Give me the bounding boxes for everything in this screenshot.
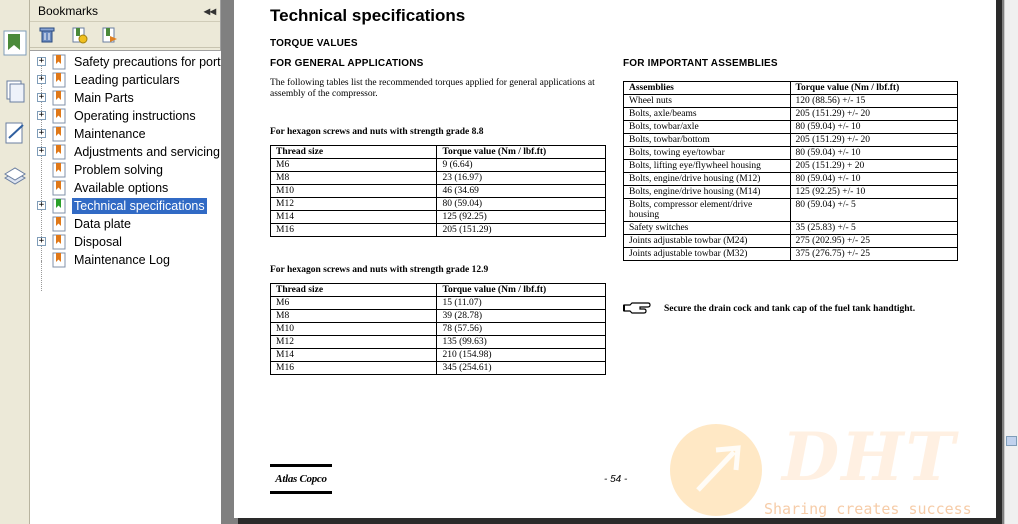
- page-title: Technical specifications: [270, 6, 466, 25]
- table-row: [624, 222, 958, 235]
- label-cell: M8: [271, 310, 437, 323]
- label-cell: Safety switches: [624, 222, 791, 235]
- label-cell: Bolts, towbar/axle: [624, 121, 791, 134]
- watermark-arrow-icon: [690, 438, 750, 498]
- table-row: [271, 349, 606, 362]
- page-number: - 54 -: [604, 474, 628, 485]
- bookmark-icon: [52, 198, 66, 214]
- table-row: [271, 211, 606, 224]
- intro-text: The following tables list the recommended torques applied for general applications at assembly of the compressor.: [270, 78, 595, 99]
- table-row: [271, 336, 606, 349]
- torque-cell: 80 (59.04) +/- 10: [790, 147, 957, 160]
- table-row: [271, 362, 606, 375]
- label-cell: M14: [271, 349, 437, 362]
- expand-icon[interactable]: +: [38, 200, 45, 210]
- torque-cell: 375 (276.75) +/- 25: [790, 248, 957, 261]
- pointing-hand-icon: [622, 300, 652, 316]
- table-row: [624, 160, 958, 173]
- bookmark-item[interactable]: [30, 197, 221, 215]
- bookmark-label: Available options: [74, 181, 169, 195]
- torque-cell: 35 (25.83) +/- 5: [790, 222, 957, 235]
- bookmarks-toolbar: [30, 22, 220, 48]
- signatures-icon[interactable]: [3, 120, 27, 146]
- new-bookmark-icon[interactable]: [70, 26, 88, 44]
- torque-cell: 78 (57.56): [437, 323, 606, 336]
- bookmark-label: Leading particulars: [74, 73, 180, 87]
- label-cell: Bolts, towbar/bottom: [624, 134, 791, 147]
- bookmarks-tab-icon[interactable]: [3, 30, 27, 56]
- bookmark-icon: [52, 216, 66, 232]
- table-row: [624, 199, 958, 222]
- grade88-caption: For hexagon screws and nuts with strength grade 8.8: [270, 127, 484, 137]
- atlas-copco-logo: Atlas Copco: [270, 464, 332, 494]
- torque-heading: TORQUE VALUES: [270, 38, 358, 49]
- bookmark-icon: [52, 180, 66, 196]
- note-text: Secure the drain cock and tank cap of the fuel tank handtight.: [664, 304, 916, 314]
- bookmark-item[interactable]: [30, 179, 221, 197]
- bookmark-label: Data plate: [74, 217, 131, 231]
- label-cell: M16: [271, 224, 437, 237]
- label-cell: Joints adjustable towbar (M32): [624, 248, 791, 261]
- table-row: [271, 224, 606, 237]
- bookmark-item[interactable]: [30, 89, 221, 107]
- torque-cell: 210 (154.98): [437, 349, 606, 362]
- table-row: [624, 186, 958, 199]
- label-cell: Bolts, axle/beams: [624, 108, 791, 121]
- label-cell: M10: [271, 185, 437, 198]
- table-row: [624, 147, 958, 160]
- bookmark-item[interactable]: [30, 125, 221, 143]
- pages-icon[interactable]: [3, 78, 27, 104]
- bookmarks-panel: [30, 0, 221, 524]
- torque-value-header: Torque value (Nm / lbf.ft): [790, 82, 957, 95]
- bookmarks-tree: [30, 50, 221, 524]
- bookmark-label: Adjustments and servicing: [74, 145, 220, 159]
- bookmark-label: Problem solving: [74, 163, 163, 177]
- bookmark-icon: [52, 72, 66, 88]
- table-row: [624, 121, 958, 134]
- bookmark-label: Operating instructions: [74, 109, 196, 123]
- bookmarks-title: Bookmarks: [38, 4, 99, 18]
- bookmark-label: Technical specifications: [74, 199, 205, 213]
- bookmark-item[interactable]: [30, 53, 221, 71]
- bookmark-label: Safety precautions for port: [74, 55, 221, 69]
- bookmark-label: Disposal: [74, 235, 122, 249]
- label-cell: Bolts, compressor element/drive housing: [624, 199, 791, 222]
- label-cell: M10: [271, 323, 437, 336]
- torque-cell: 80 (59.04) +/- 10: [790, 173, 957, 186]
- torque-cell: 345 (254.61): [437, 362, 606, 375]
- watermark-slogan: Sharing creates success: [764, 500, 972, 518]
- general-applications-heading: FOR GENERAL APPLICATIONS: [270, 58, 424, 69]
- expand-icon[interactable]: +: [38, 146, 45, 156]
- table-row: [271, 310, 606, 323]
- torque-cell: 275 (202.95) +/- 25: [790, 235, 957, 248]
- bookmark-icon: [52, 126, 66, 142]
- table-row: [271, 172, 606, 185]
- torque-value-header: Torque value (Nm / lbf.ft): [437, 284, 606, 297]
- bookmark-icon: [52, 108, 66, 124]
- label-cell: Wheel nuts: [624, 95, 791, 108]
- label-cell: Bolts, lifting eye/flywheel housing: [624, 160, 791, 173]
- bookmark-icon: [52, 162, 66, 178]
- delete-bookmark-icon[interactable]: [38, 26, 56, 44]
- table-row: [271, 297, 606, 310]
- table-row: [271, 159, 606, 172]
- watermark-brand: DHT: [782, 418, 957, 496]
- label-cell: M14: [271, 211, 437, 224]
- label-cell: M6: [271, 159, 437, 172]
- torque-cell: 205 (151.29) +/- 20: [790, 134, 957, 147]
- layers-icon[interactable]: [3, 164, 27, 190]
- navigation-pane-strip: [0, 0, 30, 524]
- torque-cell: 135 (99.63): [437, 336, 606, 349]
- grade129-table: [270, 283, 606, 375]
- table-row: [624, 95, 958, 108]
- table-row: [624, 108, 958, 121]
- bookmark-item[interactable]: [30, 107, 221, 125]
- label-cell: M6: [271, 297, 437, 310]
- torque-cell: 80 (59.04): [437, 198, 606, 211]
- expand-icon[interactable]: +: [38, 110, 45, 120]
- bookmark-icon: [52, 252, 66, 268]
- label-cell: M8: [271, 172, 437, 185]
- label-cell: Bolts, towing eye/towbar: [624, 147, 791, 160]
- bookmark-item[interactable]: [30, 143, 221, 161]
- expand-icon[interactable]: +: [38, 92, 45, 102]
- bookmark-item[interactable]: [30, 251, 221, 269]
- grade88-table: [270, 145, 606, 237]
- torque-cell: 125 (92.25) +/- 10: [790, 186, 957, 199]
- table-row: [271, 198, 606, 211]
- label-cell: Bolts, engine/drive housing (M12): [624, 173, 791, 186]
- table-row: [271, 185, 606, 198]
- expand-icon[interactable]: +: [38, 56, 45, 66]
- bookmark-icon: [52, 90, 66, 106]
- assemblies-header: Assemblies: [624, 82, 791, 95]
- bookmark-item[interactable]: [30, 215, 221, 233]
- torque-cell: 120 (88.56) +/- 15: [790, 95, 957, 108]
- torque-cell: 205 (151.29): [437, 224, 606, 237]
- table-row: [624, 235, 958, 248]
- table-row: [624, 134, 958, 147]
- collapse-panel-icon[interactable]: ◂◂: [203, 4, 216, 18]
- grade129-caption: For hexagon screws and nuts with strength grade 12.9: [270, 265, 489, 275]
- torque-cell: 125 (92.25): [437, 211, 606, 224]
- thread-size-header: Thread size: [271, 146, 437, 159]
- label-cell: M12: [271, 198, 437, 211]
- torque-cell: 15 (11.07): [437, 297, 606, 310]
- vertical-scrollbar[interactable]: [1004, 0, 1018, 524]
- bookmark-icon: [52, 54, 66, 70]
- table-row: [271, 323, 606, 336]
- torque-value-header: Torque value (Nm / lbf.ft): [437, 146, 606, 159]
- torque-cell: 80 (59.04) +/- 10: [790, 121, 957, 134]
- expand-icon[interactable]: +: [38, 128, 45, 138]
- torque-cell: 9 (6.64): [437, 159, 606, 172]
- expand-icon[interactable]: +: [38, 236, 45, 246]
- label-cell: Bolts, engine/drive housing (M14): [624, 186, 791, 199]
- thread-size-header: Thread size: [271, 284, 437, 297]
- bookmark-label: Main Parts: [74, 91, 134, 105]
- torque-cell: 46 (34.69: [437, 185, 606, 198]
- bookmarks-header: [30, 0, 220, 22]
- table-row: [624, 173, 958, 186]
- bookmark-label: Maintenance Log: [74, 253, 170, 267]
- torque-cell: 80 (59.04) +/- 5: [790, 199, 957, 222]
- bookmark-item[interactable]: [30, 161, 221, 179]
- assemblies-table: [623, 81, 958, 261]
- bookmark-properties-icon[interactable]: [100, 26, 118, 44]
- scroll-thumb[interactable]: [1006, 436, 1017, 446]
- label-cell: M16: [271, 362, 437, 375]
- important-assemblies-heading: FOR IMPORTANT ASSEMBLIES: [623, 58, 778, 69]
- table-row: [624, 248, 958, 261]
- bookmark-item[interactable]: [30, 71, 221, 89]
- label-cell: M12: [271, 336, 437, 349]
- torque-cell: 39 (28.78): [437, 310, 606, 323]
- torque-cell: 23 (16.97): [437, 172, 606, 185]
- torque-cell: 205 (151.29) + 20: [790, 160, 957, 173]
- expand-icon[interactable]: +: [38, 74, 45, 84]
- bookmark-icon: [52, 234, 66, 250]
- bookmark-label: Maintenance: [74, 127, 146, 141]
- torque-cell: 205 (151.29) +/- 20: [790, 108, 957, 121]
- bookmark-item[interactable]: [30, 233, 221, 251]
- bookmark-icon: [52, 144, 66, 160]
- label-cell: Joints adjustable towbar (M24): [624, 235, 791, 248]
